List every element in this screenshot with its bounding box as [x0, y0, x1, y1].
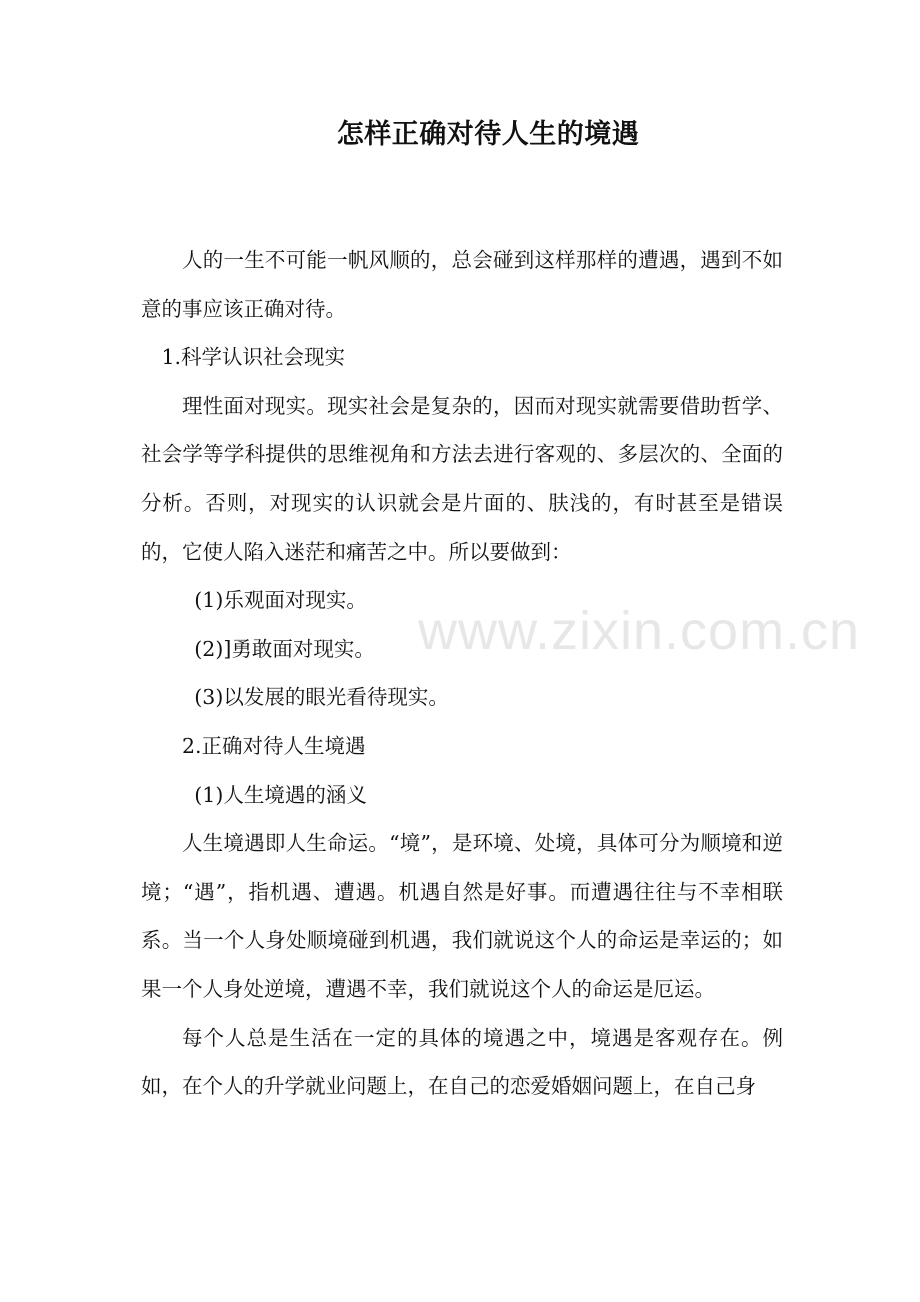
body-paragraph: 人生境遇即人生命运。“境”，是环境、处境，具体可分为顺境和逆境；“遇”，指机遇、遭遇。机遇自然是好事。而遭遇往往与不幸相联系。当一个人身处顺境碰到机遇，我们就说这个人的命运是幸运的；如果一个人身处逆境，遭遇不幸，我们就说这个人的命运是厄运。	[141, 831, 783, 1001]
section-heading-2: 2.正确对待人生境遇	[182, 733, 366, 758]
intro-paragraph: 人的一生不可能一帆风顺的，总会碰到这样那样的遭遇，遇到不如意的事应该正确对待。	[141, 248, 783, 321]
subsection-heading: (1)人生境遇的涵义	[194, 782, 367, 807]
body-paragraph: 每个人总是生活在一定的具体的境遇之中，境遇是客观存在。例如，在个人的升学就业问题上，在自己的恋爱婚姻问题上，在自己身	[141, 1025, 783, 1099]
body-paragraph: 理性面对现实。现实社会是复杂的，因而对现实就需要借助哲学、社会学等学科提供的思维视角和方法去进行客观的、多层次的、全面的分析。否则，对现实的认识就会是片面的、肤浅的，有时甚至是错误的，它使人陷入迷茫和痛苦之中。所以要做到：	[141, 393, 783, 564]
watermark: www.zixin.com.cn	[418, 601, 861, 661]
list-item: (2)]勇敢面对现实。	[194, 636, 375, 661]
document-title: 怎样正确对待人生的境遇	[336, 119, 640, 150]
list-item: (1)乐观面对现实。	[194, 588, 367, 613]
list-item: (3)以发展的眼光看待现实。	[194, 685, 449, 710]
section-heading-1: 1.科学认识社会现实	[161, 345, 346, 370]
document-body	[141, 236, 783, 1111]
